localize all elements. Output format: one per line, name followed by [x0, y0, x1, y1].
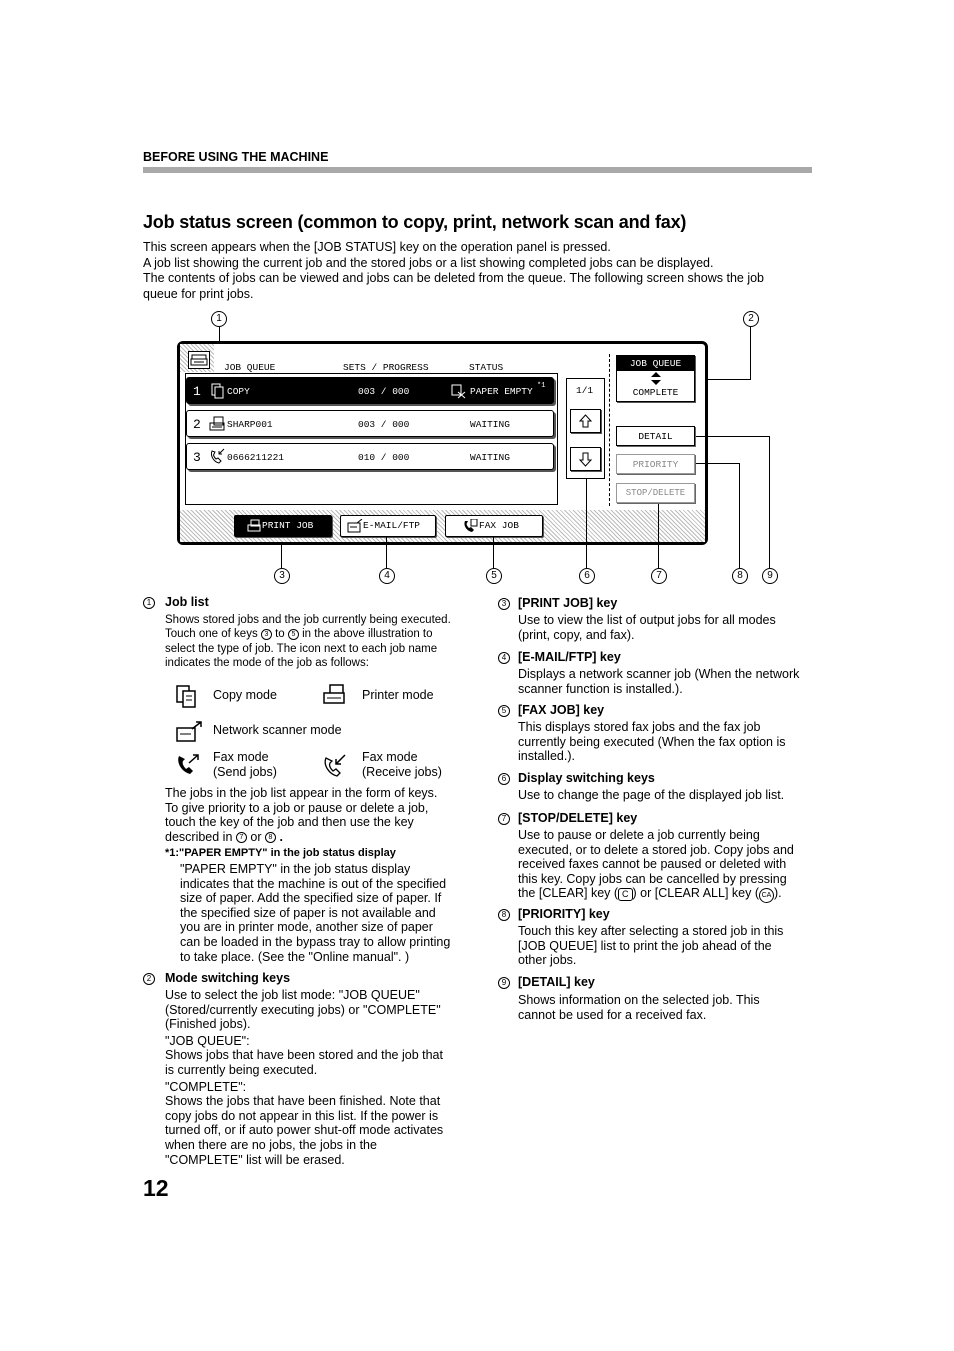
job-number: 2 — [193, 417, 201, 432]
desc-line: (Stored/currently executing jobs) or "COMPLETE" — [165, 1002, 441, 1017]
fax-receive-icon — [322, 753, 348, 784]
stop-delete-button[interactable]: STOP/DELETE — [616, 483, 695, 503]
fn-line: the specified size of paper is not available and — [180, 905, 436, 920]
leader-line — [586, 479, 587, 568]
job-name: COPY — [227, 386, 250, 397]
network-scanner-icon — [175, 720, 203, 749]
job-name: SHARP001 — [227, 419, 273, 430]
printer-mode-icon — [209, 416, 225, 437]
desc-line: turned off, or if auto power shut-off mode activates — [165, 1123, 444, 1138]
desc-line: executed, or to delete a stored job. Copy jobs and — [518, 842, 794, 857]
job-number: 1 — [193, 384, 201, 399]
job-keys-desc — [165, 786, 465, 844]
callout-2: 2 — [743, 311, 759, 327]
desc-line: cannot be used for a received fax. — [518, 1007, 707, 1022]
intro-text — [143, 240, 813, 303]
fax-send-icon — [175, 753, 201, 782]
detail-title: [DETAIL] key — [518, 975, 595, 989]
fn-line: indicates that the machine is out of the specified — [180, 876, 447, 891]
desc-line: Shows information on the selected job. This — [518, 993, 760, 1007]
callout-6-small: 6 — [498, 773, 510, 785]
mode-job-queue[interactable]: JOB QUEUE — [617, 356, 694, 371]
footnote-body — [180, 862, 470, 964]
desc-line: this key. Copy jobs can be cancelled by pressing — [518, 871, 787, 886]
fax-receive-label — [362, 750, 442, 779]
job-list-title: Job list — [165, 595, 209, 609]
desc-line: described in 7 or 8 . — [165, 829, 283, 844]
job-status: WAITING — [470, 419, 510, 430]
fn-line: "PAPER EMPTY" in the job status display — [180, 862, 411, 876]
printer-mode-icon — [322, 684, 346, 711]
callout-8: 8 — [732, 568, 748, 584]
mode-complete[interactable]: COMPLETE — [632, 387, 679, 398]
mode-switch-desc — [165, 988, 465, 1167]
desc-line: To give priority to a job or pause or delete a job, — [165, 800, 429, 815]
desc-line: currently being executed (When the fax option is — [518, 734, 786, 749]
callout-8-inline: 8 — [265, 832, 276, 843]
fn-line: can be loaded in the bypass tray to allow printing — [180, 934, 451, 949]
desc-line: touch the key of the job and then use the key — [165, 815, 414, 830]
priority-desc — [518, 924, 813, 968]
job-progress: 003 / 000 — [358, 386, 410, 397]
clear-key-icon: C — [618, 888, 633, 901]
leader-line — [658, 504, 659, 568]
fax-job-desc — [518, 720, 813, 764]
leader-line — [696, 436, 770, 437]
desc-line — [165, 627, 465, 641]
leader-line — [739, 463, 740, 568]
desc-line: Displays a network scanner job (When the network — [518, 667, 800, 681]
callout-6: 6 — [579, 568, 595, 584]
desc-line: (Finished jobs). — [165, 1017, 251, 1032]
desc-line: Shows jobs that have been stored and the job that — [165, 1048, 443, 1063]
intro-line: This screen appears when the [JOB STATUS] key on the operation panel is pressed. — [143, 240, 611, 254]
desc-text: described in — [165, 829, 233, 844]
desc-line: is currently being executed. — [165, 1062, 318, 1077]
mode-switch-title: Mode switching keys — [165, 971, 291, 985]
intro-line: queue for print jobs. — [143, 287, 254, 302]
tab-label: E-MAIL/FTP — [363, 520, 421, 531]
leader-line — [386, 537, 387, 568]
display-switch-title: Display switching keys — [518, 771, 655, 785]
fn-line: size of paper. Add the specified size of paper. If — [180, 891, 442, 906]
desc-line: other jobs. — [518, 953, 577, 968]
callout-3: 3 — [274, 568, 290, 584]
desc-line: installed.). — [518, 749, 575, 764]
desc-text: ). — [773, 886, 782, 901]
desc-text: Touch one of keys — [165, 628, 258, 641]
network-scanner-label: Network scanner mode — [213, 723, 342, 737]
footnote-mark: *1 — [537, 382, 546, 390]
page-up-button[interactable] — [570, 409, 601, 433]
job-name: 0666211221 — [227, 452, 285, 463]
desc-line: scanner function is installed.). — [518, 681, 683, 696]
stop-delete-title: [STOP/DELETE] key — [518, 811, 638, 825]
callout-1-small: 1 — [143, 597, 155, 609]
desc-line: received faxes cannot be paused or deleted with — [518, 857, 787, 872]
callout-9: 9 — [762, 568, 778, 584]
desc-line: "COMPLETE": — [165, 1079, 247, 1094]
callout-3-small: 3 — [498, 598, 510, 610]
label-line: (Send jobs) — [213, 764, 277, 779]
job-progress: 003 / 000 — [358, 419, 410, 430]
network-scanner-icon — [347, 519, 363, 533]
email-ftp-desc — [518, 667, 813, 696]
page-title: Job status screen (common to copy, print, network scan and fax) — [143, 212, 687, 232]
leader-line — [281, 545, 282, 568]
desc-line: Use to pause or delete a job currently being — [518, 828, 760, 842]
job-row-2[interactable] — [186, 410, 554, 437]
desc-line: The jobs in the job list appear in the form of keys. — [165, 786, 438, 800]
callout-9-small: 9 — [498, 977, 510, 989]
fn-line: you are in printer mode, another size of paper — [180, 920, 433, 935]
page-down-button[interactable] — [570, 447, 601, 471]
col-job-queue: JOB QUEUE — [224, 362, 276, 373]
desc-line: "COMPLETE" list will be erased. — [165, 1152, 345, 1167]
fax-job-title: [FAX JOB] key — [518, 703, 605, 717]
job-status-icon — [188, 351, 210, 369]
page-indicator: 1/1 — [576, 385, 594, 396]
leader-line — [769, 436, 770, 568]
desc-line: Use to select the job list mode: "JOB QUEUE" — [165, 988, 420, 1002]
desc-text: ) or [CLEAR ALL] key ( — [632, 886, 759, 901]
desc-text: in the above illustration to — [302, 628, 433, 641]
job-number: 3 — [193, 450, 201, 465]
footnote-title: *1:"PAPER EMPTY" in the job status display — [165, 847, 396, 859]
job-row-1[interactable] — [186, 377, 554, 404]
desc-line: copy jobs do not appear in this list. If the power is — [165, 1108, 439, 1123]
tab-label: PRINT JOB — [262, 520, 314, 531]
desc-line: (print, copy, and fax). — [518, 627, 635, 642]
detail-button[interactable]: DETAIL — [616, 426, 695, 446]
page-number: 12 — [143, 1175, 169, 1201]
callout-5-inline: 5 — [288, 629, 299, 640]
callout-7-inline: 7 — [236, 832, 247, 843]
detail-desc — [518, 993, 813, 1022]
fn-line: to take place. (See the "Online manual". ) — [180, 949, 410, 964]
tab-email-ftp[interactable] — [340, 515, 436, 537]
copy-mode-icon — [211, 383, 225, 404]
label-line: (Receive jobs) — [362, 764, 442, 779]
email-ftp-title: [E-MAIL/FTP] key — [518, 650, 621, 664]
tab-label: FAX JOB — [479, 520, 519, 531]
leader-line — [696, 463, 739, 464]
copy-mode-icon — [175, 684, 199, 713]
priority-button[interactable]: PRIORITY — [616, 454, 695, 474]
desc-text: to — [275, 628, 285, 641]
down-arrow-icon — [571, 448, 600, 470]
toggle-arrows-icon — [650, 372, 662, 385]
divider — [609, 354, 611, 506]
job-row-3[interactable] — [186, 443, 554, 470]
leader-line — [493, 537, 494, 568]
header-rule — [143, 167, 812, 173]
fax-send-label — [213, 750, 277, 779]
tab-fax-job[interactable] — [445, 515, 543, 537]
intro-line: A job list showing the current job and the stored jobs or a list showing completed jobs can be displayed. — [143, 255, 714, 270]
callout-5: 5 — [486, 568, 502, 584]
desc-line: Touch this key after selecting a stored job in this — [518, 924, 784, 938]
label-line: Fax mode — [213, 750, 269, 764]
desc-text: the [CLEAR] key ( — [518, 886, 619, 901]
callout-7-small: 7 — [498, 813, 510, 825]
print-job-title: [PRINT JOB] key — [518, 596, 618, 610]
callout-8-small: 8 — [498, 909, 510, 921]
desc-line: [JOB QUEUE] list to print the job ahead of the — [518, 938, 772, 953]
printer-icon — [247, 519, 261, 533]
desc-line: Use to view the list of output jobs for all modes — [518, 613, 776, 627]
desc-line: Shows stored jobs and the job currently being executed. — [165, 614, 451, 626]
callout-2-small: 2 — [143, 973, 155, 985]
paper-empty-icon — [451, 384, 467, 404]
desc-line: "JOB QUEUE": — [165, 1033, 250, 1048]
desc-line: Use to change the page of the displayed job list. — [518, 788, 785, 802]
job-progress: 010 / 000 — [358, 452, 410, 463]
leader-line — [750, 327, 751, 380]
col-sets-progress: SETS / PROGRESS — [343, 362, 429, 373]
stop-delete-desc — [518, 828, 813, 903]
clear-all-key-icon: CA — [759, 888, 774, 903]
up-arrow-icon — [571, 410, 600, 432]
printer-mode-label: Printer mode — [362, 688, 434, 702]
fax-receive-icon — [209, 448, 225, 470]
callout-5-small: 5 — [498, 705, 510, 717]
desc-text: or — [250, 829, 262, 844]
tab-print-job[interactable] — [234, 515, 332, 537]
display-switch-desc — [518, 788, 813, 803]
label-line: Fax mode — [362, 750, 418, 764]
job-status: WAITING — [470, 452, 510, 463]
callout-1: 1 — [211, 311, 227, 327]
desc-line: when there are no jobs, the jobs in the — [165, 1137, 377, 1152]
mode-switch-key[interactable] — [616, 355, 695, 402]
desc-line: Shows the jobs that have been finished. Note that — [165, 1094, 441, 1109]
priority-title: [PRIORITY] key — [518, 907, 610, 921]
desc-line — [518, 886, 813, 903]
col-status: STATUS — [469, 362, 504, 373]
callout-4-small: 4 — [498, 652, 510, 664]
callout-4: 4 — [379, 568, 395, 584]
intro-line: The contents of jobs can be viewed and jobs can be deleted from the queue. The following screen shows the job — [143, 271, 764, 286]
print-job-desc — [518, 613, 813, 642]
section-header: BEFORE USING THE MACHINE — [143, 150, 329, 164]
job-list-desc — [165, 613, 465, 671]
job-status: PAPER EMPTY — [470, 386, 533, 397]
fax-icon — [462, 519, 478, 534]
callout-7: 7 — [651, 568, 667, 584]
desc-line: select the type of job. The icon next to each job name — [165, 642, 438, 655]
callout-3-inline: 3 — [261, 629, 272, 640]
desc-line: indicates the mode of the job as follows: — [165, 657, 369, 670]
copy-mode-label: Copy mode — [213, 688, 277, 702]
desc-line: This displays stored fax jobs and the fax job — [518, 720, 761, 734]
